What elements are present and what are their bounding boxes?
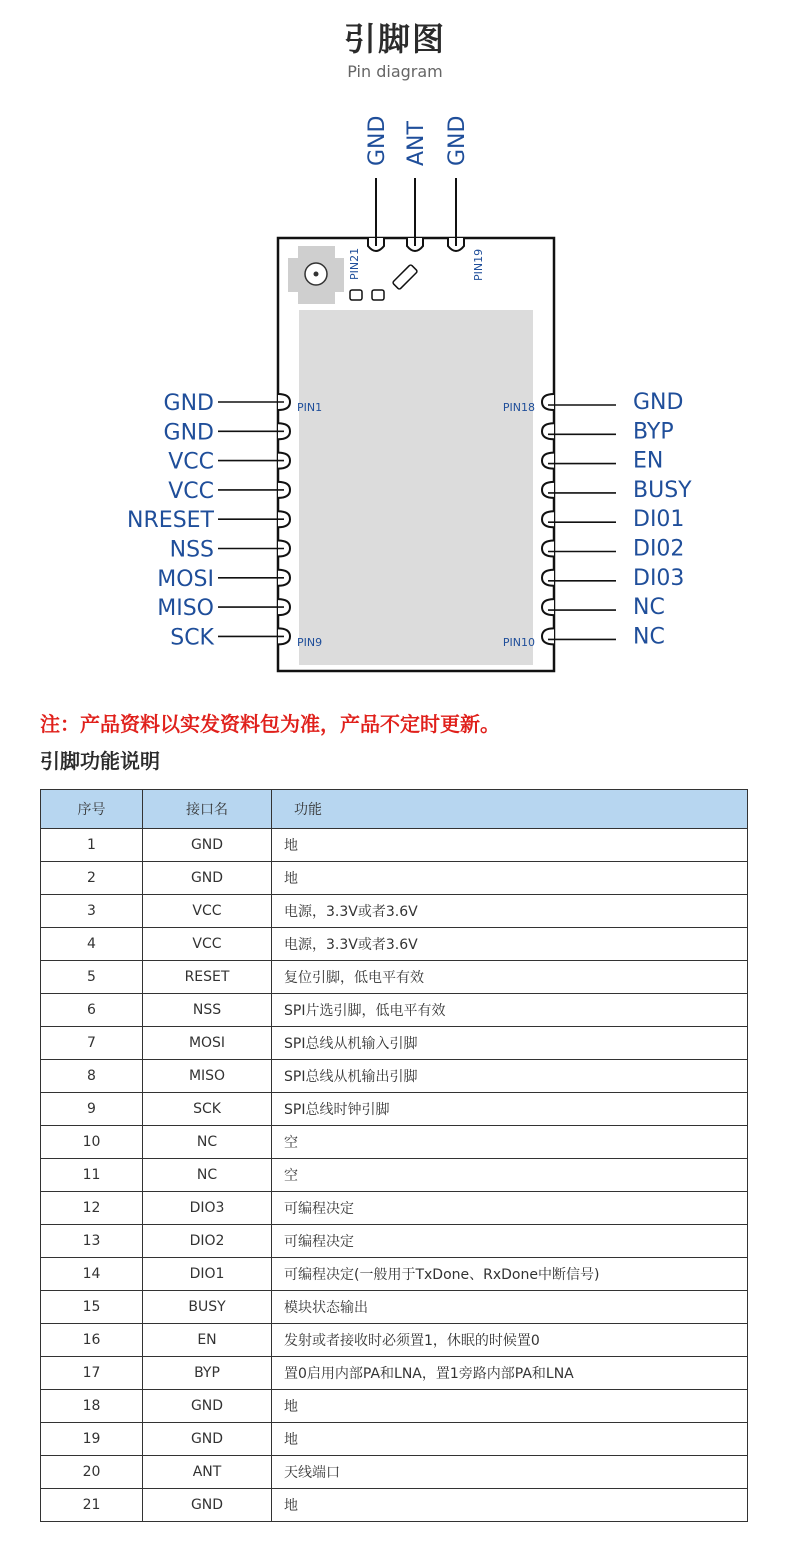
- cell-index: 9: [41, 1093, 143, 1126]
- right-pin-pad: [542, 453, 554, 469]
- cell-interface: DIO2: [143, 1225, 272, 1258]
- header-function: 功能: [272, 790, 748, 829]
- right-pin-label: BUSY: [633, 477, 692, 503]
- cell-function: 电源，3.3V或者3.6V: [272, 928, 748, 961]
- table-row: [41, 862, 748, 895]
- header-interface: 接口名: [143, 790, 272, 829]
- table-row: [41, 895, 748, 928]
- right-pin-label: BYP: [633, 419, 674, 445]
- pin10-label: PIN10: [502, 636, 535, 649]
- cell-index: 20: [41, 1456, 143, 1489]
- right-pin-pad: [542, 423, 554, 439]
- cell-index: 17: [41, 1357, 143, 1390]
- cell-index: 14: [41, 1258, 143, 1291]
- cell-function: 模块状态输出: [272, 1291, 748, 1324]
- cell-index: 16: [41, 1324, 143, 1357]
- pin1-label: PIN1: [297, 401, 323, 414]
- cell-index: 5: [41, 961, 143, 994]
- pin9-label: PIN9: [297, 636, 323, 649]
- right-pin-pad: [542, 511, 554, 527]
- cell-function: 地: [272, 1489, 748, 1522]
- cell-index: 3: [41, 895, 143, 928]
- cell-function: 发射或者接收时必须置1，休眠的时候置0: [272, 1324, 748, 1357]
- right-pin-label: NC: [633, 595, 665, 621]
- cell-function: 可编程决定: [272, 1225, 748, 1258]
- pin19-label: PIN19: [472, 248, 485, 281]
- cell-interface: VCC: [143, 895, 272, 928]
- table-row: [41, 1126, 748, 1159]
- cell-function: 置0启用内部PA和LNA，置1旁路内部PA和LNA: [272, 1357, 748, 1390]
- cell-function: 天线端口: [272, 1456, 748, 1489]
- note-text: 注：产品资料以实发资料包为准，产品不定时更新。: [40, 712, 500, 736]
- top-pin-label: GND: [365, 115, 390, 166]
- cell-interface: RESET: [143, 961, 272, 994]
- cell-index: 4: [41, 928, 143, 961]
- pin21-label: PIN21: [348, 247, 361, 280]
- top-pins: [365, 116, 470, 251]
- left-pin-label: VCC: [168, 449, 214, 475]
- right-pin-pad: [542, 482, 554, 498]
- table-row: [41, 1159, 748, 1192]
- right-pin-pad: [542, 541, 554, 557]
- cell-index: 1: [41, 829, 143, 862]
- cell-function: 地: [272, 1423, 748, 1456]
- right-pin-label: NC: [633, 624, 665, 650]
- cell-function: SPI总线从机输出引脚: [272, 1060, 748, 1093]
- left-pin-label: GND: [163, 420, 214, 446]
- table-row: [41, 1225, 748, 1258]
- top-pin-label: GND: [445, 115, 470, 166]
- table-row: [41, 1324, 748, 1357]
- cell-interface: GND: [143, 1423, 272, 1456]
- cell-index: 11: [41, 1159, 143, 1192]
- rf-shield: [299, 310, 533, 665]
- table-row: [41, 1258, 748, 1291]
- cell-index: 6: [41, 994, 143, 1027]
- table-row: [41, 994, 748, 1027]
- left-pin-label: MISO: [157, 596, 214, 622]
- cell-interface: BUSY: [143, 1291, 272, 1324]
- cell-function: 复位引脚，低电平有效: [272, 961, 748, 994]
- top-pin-label: ANT: [404, 121, 429, 166]
- right-pin-pad: [542, 599, 554, 615]
- cell-interface: DIO1: [143, 1258, 272, 1291]
- cell-function: SPI总线时钟引脚: [272, 1093, 748, 1126]
- pin18-label: PIN18: [502, 401, 535, 414]
- cell-interface: BYP: [143, 1357, 272, 1390]
- table-header-row: [41, 790, 748, 829]
- right-pin-pad: [542, 394, 554, 410]
- right-pin-pad: [542, 570, 554, 586]
- table-row: [41, 1027, 748, 1060]
- table-row: [41, 961, 748, 994]
- cell-interface: GND: [143, 862, 272, 895]
- cell-function: SPI总线从机输入引脚: [272, 1027, 748, 1060]
- section-title: 引脚功能说明: [40, 749, 160, 773]
- cell-interface: SCK: [143, 1093, 272, 1126]
- cell-function: SPI片选引脚，低电平有效: [272, 994, 748, 1027]
- right-pin-label: DI02: [633, 536, 685, 562]
- right-pin-label: EN: [633, 448, 664, 474]
- cell-interface: NSS: [143, 994, 272, 1027]
- page-title: 引脚图: [343, 20, 446, 58]
- cell-function: 地: [272, 862, 748, 895]
- right-pins: [542, 390, 692, 649]
- cell-function: 可编程决定: [272, 1192, 748, 1225]
- left-pin-label: NRESET: [127, 508, 214, 534]
- table-row: [41, 1489, 748, 1522]
- cell-index: 8: [41, 1060, 143, 1093]
- table-row: [41, 1291, 748, 1324]
- left-pin-label: VCC: [168, 478, 214, 504]
- cell-index: 10: [41, 1126, 143, 1159]
- table-row: [41, 1192, 748, 1225]
- cell-interface: MISO: [143, 1060, 272, 1093]
- cell-index: 7: [41, 1027, 143, 1060]
- cell-index: 19: [41, 1423, 143, 1456]
- cell-interface: VCC: [143, 928, 272, 961]
- cell-index: 13: [41, 1225, 143, 1258]
- cell-index: 15: [41, 1291, 143, 1324]
- pin-diagram: [0, 100, 790, 680]
- left-pins: [127, 391, 290, 650]
- right-pin-label: GND: [633, 390, 684, 415]
- cell-function: 可编程决定(一般用于TxDone、RxDone中断信号): [272, 1258, 748, 1291]
- table-row: [41, 1060, 748, 1093]
- cell-index: 18: [41, 1390, 143, 1423]
- cell-interface: GND: [143, 829, 272, 862]
- cell-function: 空: [272, 1126, 748, 1159]
- cell-index: 12: [41, 1192, 143, 1225]
- right-pin-label: DI01: [633, 507, 685, 533]
- right-pin-label: DI03: [633, 565, 685, 591]
- left-pin-label: NSS: [169, 537, 214, 563]
- header-index: 序号: [41, 790, 143, 829]
- cell-function: 空: [272, 1159, 748, 1192]
- cell-function: 地: [272, 1390, 748, 1423]
- cell-index: 21: [41, 1489, 143, 1522]
- cell-interface: EN: [143, 1324, 272, 1357]
- cell-interface: GND: [143, 1390, 272, 1423]
- cell-function: 电源，3.3V或者3.6V: [272, 895, 748, 928]
- table-row: [41, 1390, 748, 1423]
- page-subtitle: Pin diagram: [347, 62, 443, 81]
- left-pin-label: GND: [163, 391, 214, 416]
- table-row: [41, 928, 748, 961]
- right-pin-pad: [542, 628, 554, 644]
- cell-interface: NC: [143, 1159, 272, 1192]
- cell-interface: NC: [143, 1126, 272, 1159]
- table-row: [41, 1093, 748, 1126]
- cell-interface: ANT: [143, 1456, 272, 1489]
- left-pin-label: MOSI: [157, 566, 214, 592]
- pin-function-table: [40, 789, 748, 1522]
- table-row: [41, 1357, 748, 1390]
- cell-interface: DIO3: [143, 1192, 272, 1225]
- cell-index: 2: [41, 862, 143, 895]
- table-row: [41, 1456, 748, 1489]
- cell-function: 地: [272, 829, 748, 862]
- cell-interface: MOSI: [143, 1027, 272, 1060]
- table-row: [41, 1423, 748, 1456]
- table-row: [41, 829, 748, 862]
- left-pin-label: SCK: [170, 625, 214, 651]
- cell-interface: GND: [143, 1489, 272, 1522]
